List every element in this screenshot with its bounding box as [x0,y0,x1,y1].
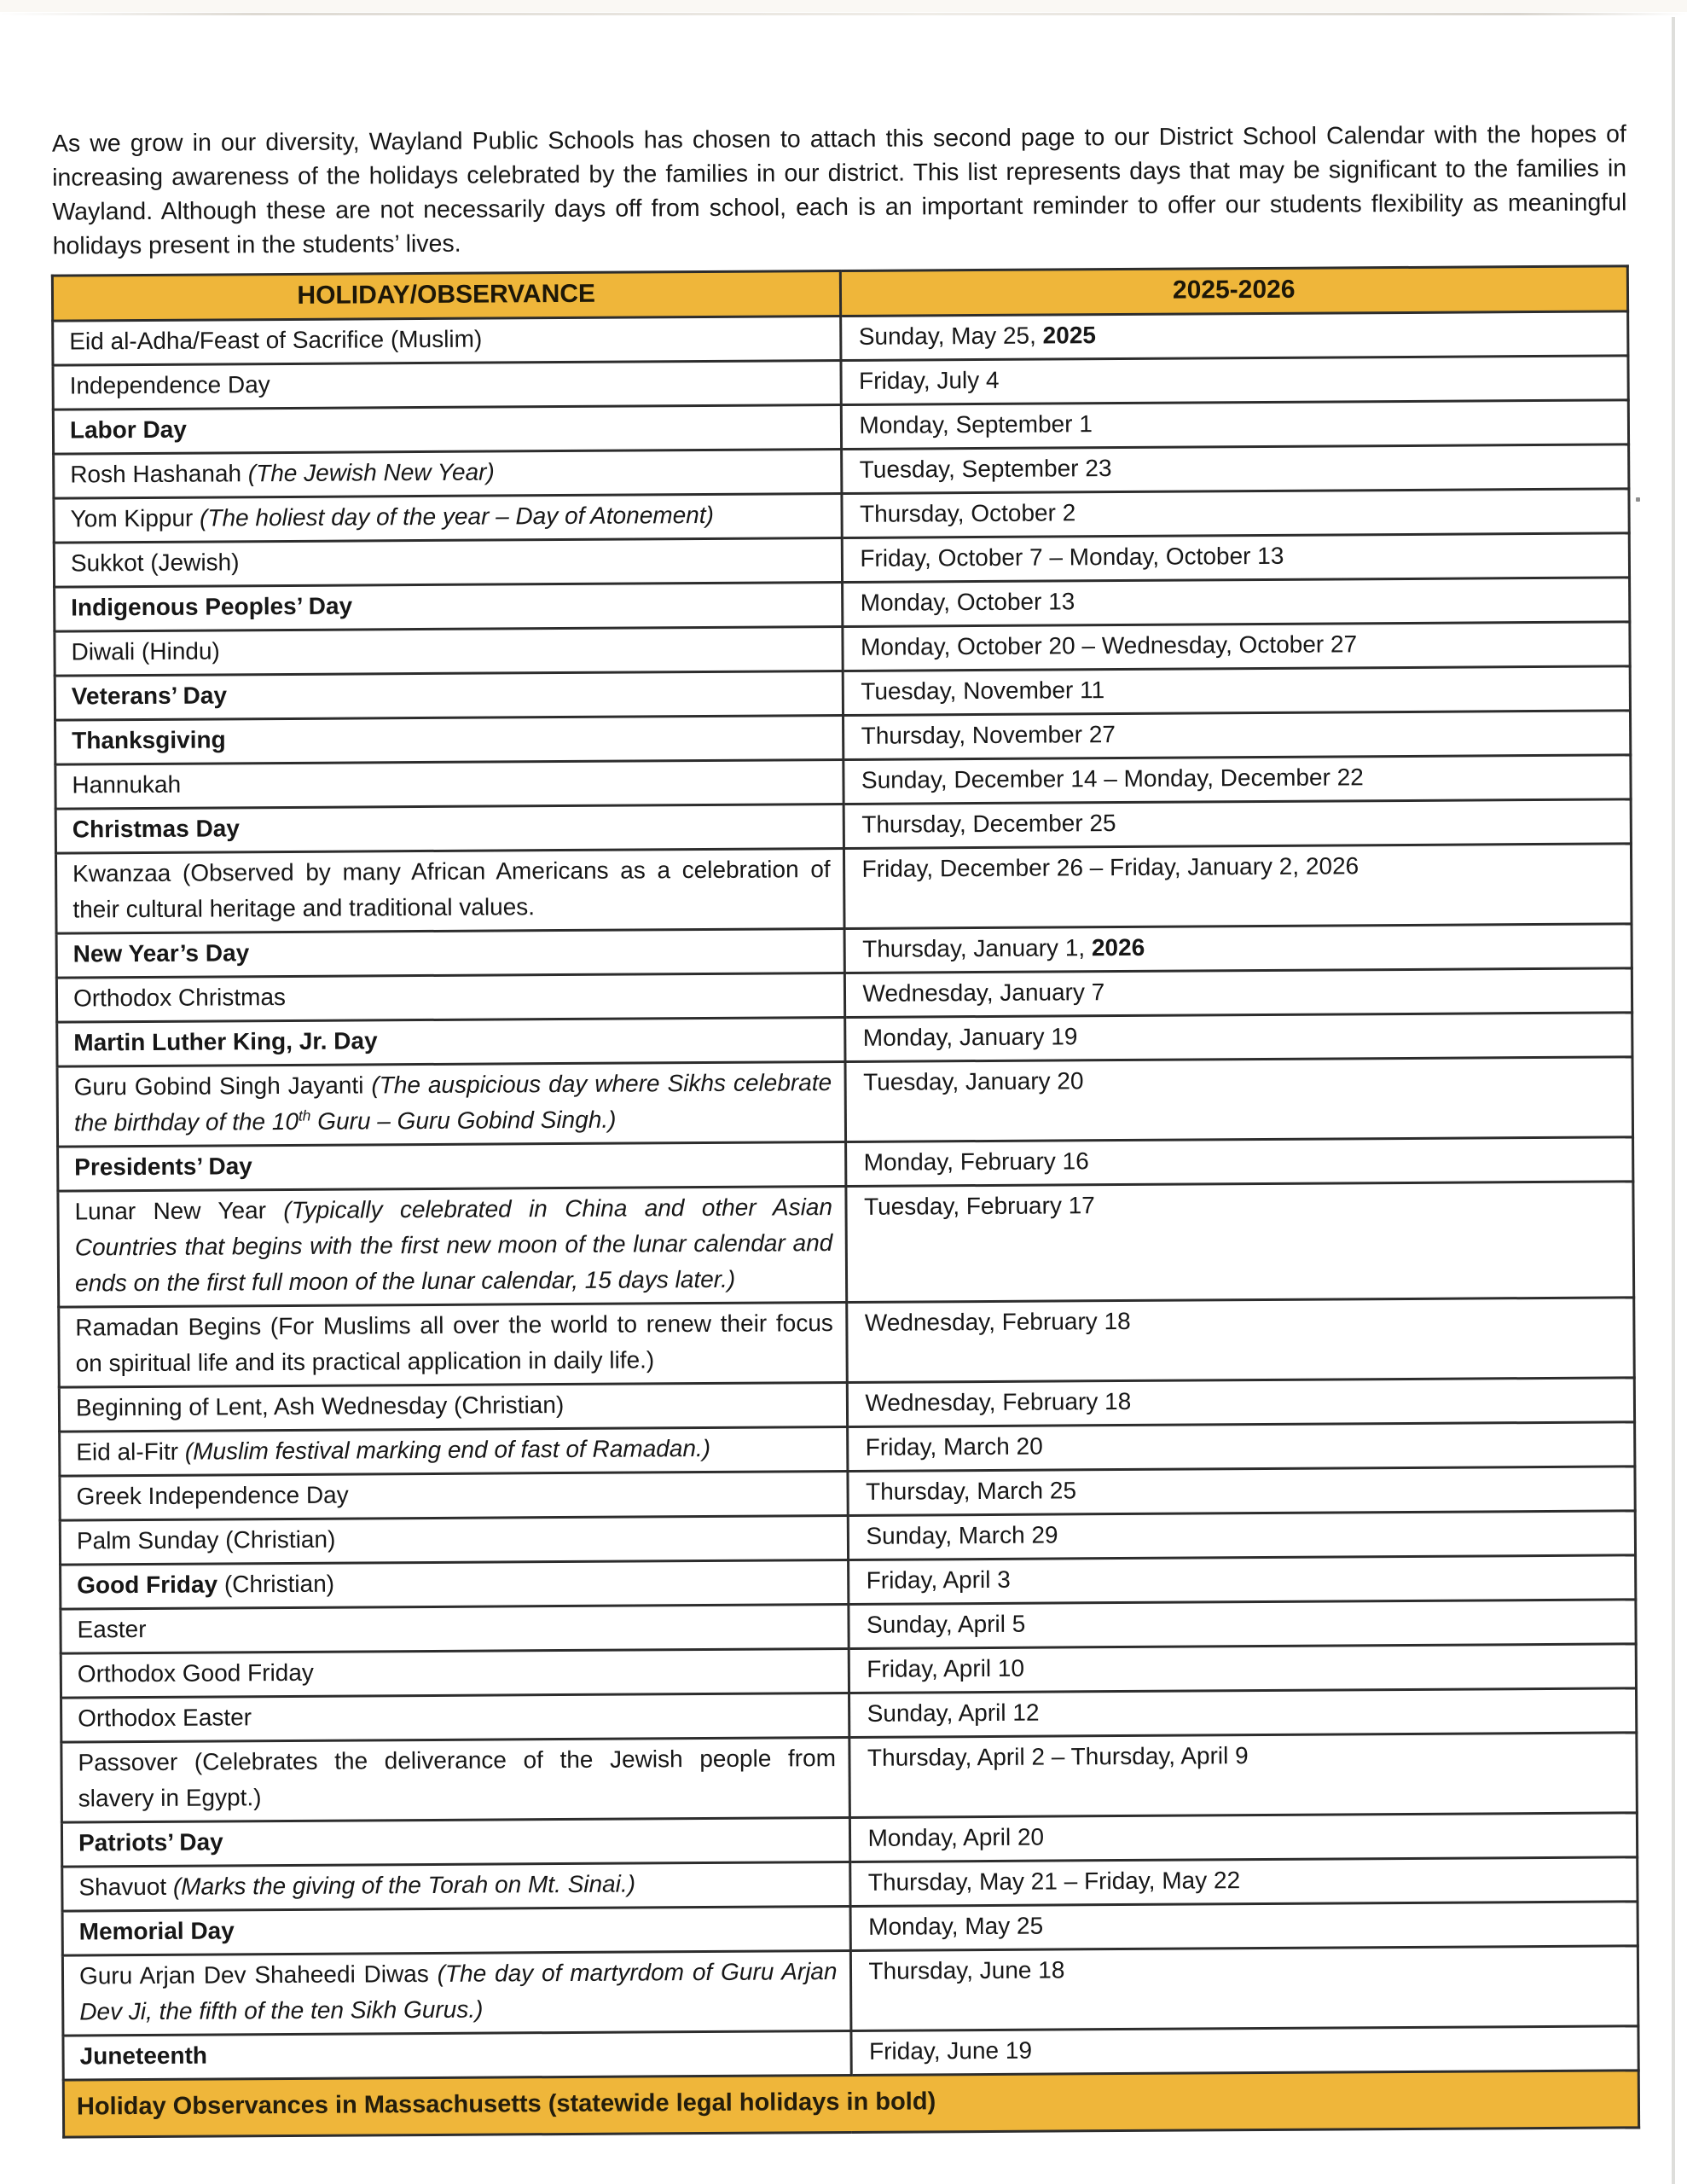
date-cell: Thursday, May 21 – Friday, May 22 [849,1857,1638,1907]
holiday-cell: Palm Sunday (Christian) [60,1515,848,1565]
holiday-cell: Christmas Day [55,804,844,854]
holiday-cell: Eid al-Adha/Feast of Sacrifice (Muslim) [53,317,841,366]
holiday-cell: Independence Day [53,361,841,410]
table-row [55,844,1632,933]
date-cell: Monday, May 25 [850,1902,1638,1951]
holiday-cell: Lunar New Year (Typically celebrated in China and other Asian Countries that begins with the first new moon of the lunar calendar and ends on the first full moon of the lunar calendar, 15 days later.) [58,1186,846,1307]
holiday-cell: Orthodox Easter [61,1693,849,1742]
holiday-cell: Indigenous Peoples’ Day [55,583,843,632]
date-cell: Thursday, December 25 [844,799,1632,849]
date-cell: Monday, April 20 [849,1813,1638,1862]
holiday-cell: Thanksgiving [55,716,844,765]
holiday-cell: Ramadan Begins (For Muslims all over the world to renew their focus on spiritual life and its practical application in daily life.) [59,1302,847,1387]
date-cell: Friday, March 20 [847,1422,1635,1472]
date-cell: Friday, October 7 – Monday, October 13 [842,533,1630,583]
holiday-cell: Greek Independence Day [60,1471,848,1520]
table-row [62,1946,1638,2036]
intro-paragraph: As we grow in our diversity, Wayland Public Schools has chosen to attach this second page to our District School Calendar with the hopes of increasing awareness of the holidays celebrated by the families in our district. This list represents days that may be significant to the families in Wayland. Although these are not necessarily days off from school, each is an important reminder to offer our students flexibility as meaningful holidays present in the students’ lives. [51,120,1627,260]
date-cell: Monday, October 13 [842,578,1630,627]
date-cell: Friday, December 26 – Friday, January 2, 2026 [844,844,1632,929]
holiday-cell: Labor Day [53,405,841,455]
date-cell: Friday, April 10 [849,1644,1637,1693]
dates-column-header: 2025-2026 [840,266,1628,317]
holiday-cell: Beginning of Lent, Ash Wednesday (Christian) [59,1382,847,1432]
table-footer-row [63,2071,1638,2137]
date-cell: Sunday, December 14 – Monday, December 22 [843,755,1631,804]
holiday-cell: Yom Kippur (The holiest day of the year – Day of Atonement) [54,494,842,543]
holiday-cell: Guru Gobind Singh Jayanti (The auspicious day where Sikhs celebrate the birthday of the 10th Guru – Guru Gobind Singh.) [57,1061,845,1147]
date-cell: Friday, April 3 [848,1555,1636,1605]
holiday-cell: Shavuot (Marks the giving of the Torah on Mt. Sinai.) [62,1862,850,1911]
date-cell: Wednesday, February 18 [847,1378,1635,1427]
holiday-table-body [53,311,1639,2080]
holiday-cell: Passover (Celebrates the deliverance of the Jewish people from slavery in Egypt.) [61,1737,849,1822]
date-cell: Monday, September 1 [841,400,1629,450]
holiday-cell: Good Friday (Christian) [61,1560,849,1609]
holiday-cell: Eid al-Fitr (Muslim festival marking end of fast of Ramadan.) [60,1426,848,1476]
holiday-column-header: HOLIDAY/OBSERVANCE [52,271,840,322]
holiday-cell: Veterans’ Day [55,671,843,721]
date-cell: Sunday, March 29 [848,1511,1636,1560]
date-cell: Thursday, November 27 [843,711,1631,760]
table-row [59,1298,1635,1387]
date-cell: Tuesday, September 23 [841,444,1629,494]
date-cell: Wednesday, February 18 [846,1298,1634,1383]
date-cell: Monday, January 19 [844,1013,1632,1062]
date-cell: Sunday, May 25, 2025 [840,311,1628,361]
holiday-cell: Presidents’ Day [58,1141,846,1191]
holiday-cell: Diwali (Hindu) [55,627,843,677]
date-cell: Monday, October 20 – Wednesday, October 27 [842,622,1630,671]
table-row [57,1057,1633,1147]
table-row [58,1182,1634,1307]
date-cell: Friday, July 4 [840,356,1628,405]
holiday-cell: Hannukah [55,760,844,810]
date-cell: Friday, June 19 [850,2026,1638,2076]
date-cell: Tuesday, January 20 [844,1057,1632,1142]
date-cell: Thursday, March 25 [847,1467,1635,1516]
holiday-table [51,264,1640,2138]
holiday-cell: New Year’s Day [56,928,844,978]
date-cell: Sunday, April 5 [848,1600,1636,1649]
holiday-cell: Juneteenth [63,2030,851,2080]
holiday-cell: Sukkot (Jewish) [54,538,842,588]
date-cell: Monday, February 16 [845,1137,1633,1187]
holiday-cell: Guru Arjan Dev Shaheedi Diwas (The day of martyrdom of Guru Arjan Dev Ji, the fifth of the ten Sikh Gurus.) [62,1950,850,2036]
date-cell: Thursday, April 2 – Thursday, April 9 [849,1733,1637,1818]
table-row [61,1733,1638,1822]
holiday-cell: Easter [61,1604,849,1653]
date-cell: Tuesday, November 11 [843,666,1631,716]
date-cell: Wednesday, January 7 [844,968,1632,1018]
footer-note: Holiday Observances in Massachusetts (statewide legal holidays in bold) [63,2071,1638,2137]
date-cell: Thursday, June 18 [850,1946,1638,2031]
date-cell: Tuesday, February 17 [845,1182,1633,1303]
holiday-cell: Orthodox Christmas [56,973,844,1022]
holiday-cell: Memorial Day [62,1906,850,1955]
holiday-cell: Orthodox Good Friday [61,1648,849,1698]
holiday-cell: Patriots’ Day [61,1817,849,1867]
page-content [50,117,1640,2138]
holiday-cell: Martin Luther King, Jr. Day [57,1017,845,1066]
holiday-cell: Kwanzaa (Observed by many African Americans as a celebration of their cultural heritage and traditional values. [55,849,844,934]
date-cell: Thursday, January 1, 2026 [844,924,1632,973]
date-cell: Sunday, April 12 [849,1688,1637,1738]
date-cell: Thursday, October 2 [841,489,1629,538]
holiday-cell: Rosh Hashanah (The Jewish New Year) [54,450,842,499]
